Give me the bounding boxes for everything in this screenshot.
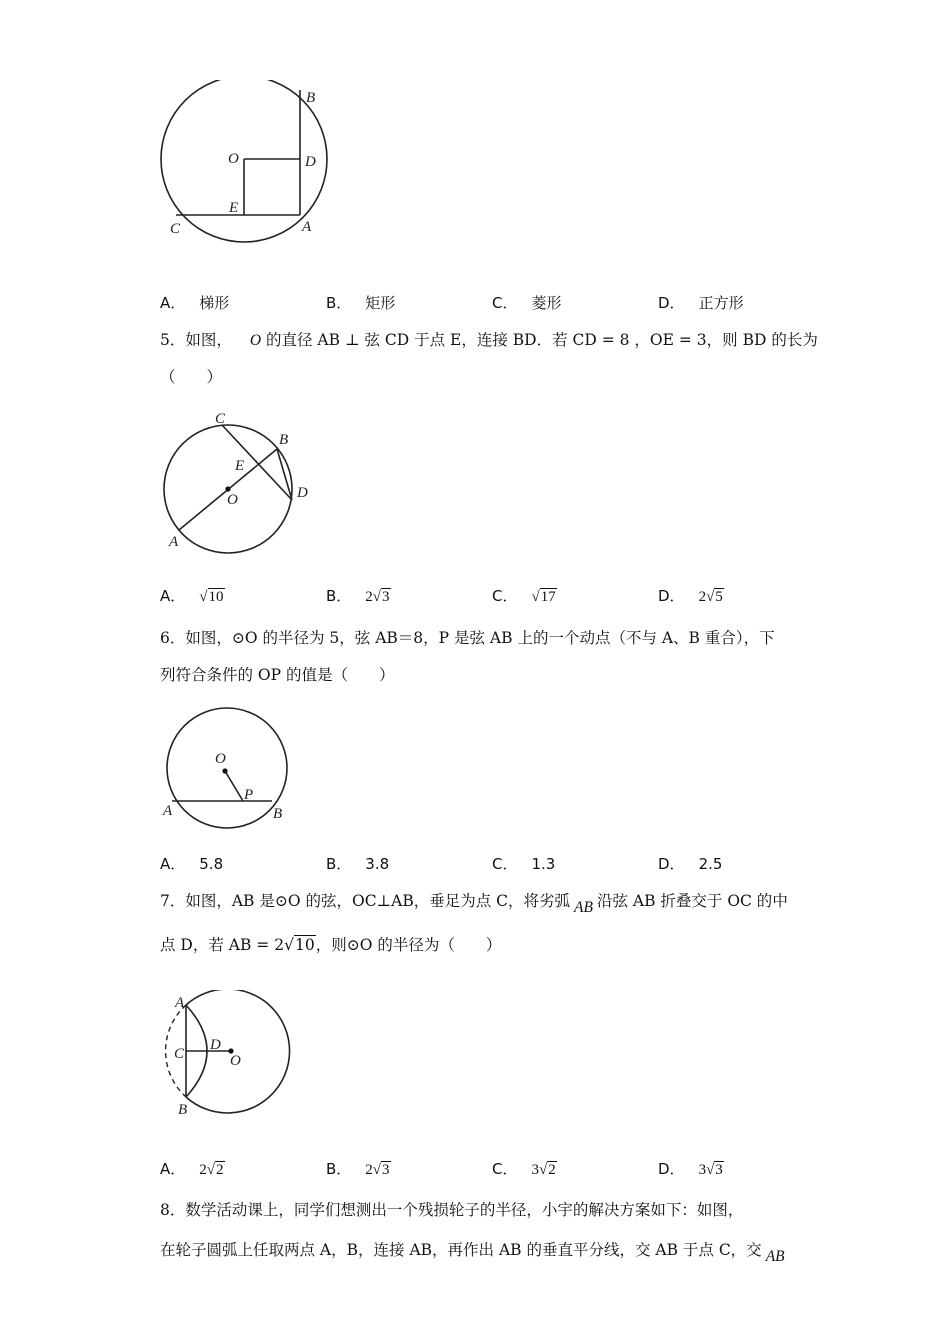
q5-option-d[interactable]: D． 2√5: [658, 587, 723, 605]
q4-label-e: E: [229, 200, 239, 216]
q5-question-line2: （ ）: [160, 368, 223, 386]
q7-label-c: C: [174, 1046, 185, 1062]
q6-segment-op: [225, 771, 243, 801]
q8-arc-ab: AB: [765, 1248, 785, 1265]
q7-option-c[interactable]: C． 3√2: [492, 1160, 556, 1178]
q6-figure: [160, 705, 300, 830]
q7-option-a[interactable]: A． 2√2: [160, 1160, 224, 1178]
q5-label-o: O: [227, 492, 238, 508]
q5-label-d: D: [297, 485, 308, 501]
q5-figure: [160, 405, 320, 555]
q6-question-line2: 列符合条件的 OP 的值是（ ）: [160, 666, 395, 684]
q4-figure: [150, 80, 340, 250]
q6-label-b: B: [273, 806, 283, 822]
q5-option-a[interactable]: A． √10: [160, 587, 224, 605]
q6-question-line1: 6．如图，⊙O 的半径为 5，弦 AB＝8，P 是弦 AB 上的一个动点（不与 A、B 重合），下: [160, 629, 775, 647]
q6-label-o: O: [215, 751, 226, 767]
q5-label-c: C: [215, 411, 226, 427]
q7-question-line2: 点 D，若 AB = 2√10，则⊙O 的半径为（ ）: [160, 936, 502, 954]
q6-option-c[interactable]: C． 1.3: [492, 855, 556, 873]
q4-label-c: C: [170, 221, 181, 237]
q6-option-d[interactable]: D． 2.5: [658, 855, 723, 873]
q4-option-b[interactable]: B． 矩形: [326, 294, 396, 312]
q6-circle: [167, 708, 287, 828]
q4-label-a: A: [302, 219, 312, 235]
q7-label-o: O: [230, 1053, 241, 1069]
q5-center-dot: [225, 486, 230, 491]
q8-question-line2: 在轮子圆弧上任取两点 A，B，连接 AB，再作出 AB 的垂直平分线，交 AB 于点 C，交 AB: [160, 1241, 785, 1265]
q7-label-d: D: [210, 1037, 221, 1053]
q5-label-a: A: [169, 534, 179, 550]
q7-option-b[interactable]: B． 2√3: [326, 1160, 390, 1178]
q7-label-b: B: [178, 1102, 188, 1118]
q4-option-c[interactable]: C． 菱形: [492, 294, 562, 312]
q7-label-a: A: [175, 995, 185, 1011]
q6-label-p: P: [244, 787, 254, 803]
q5-label-b: B: [279, 432, 289, 448]
q7-figure: [165, 990, 300, 1120]
q6-option-b[interactable]: B． 3.8: [326, 855, 390, 873]
q4-label-d: D: [305, 154, 316, 170]
q6-center-dot: [222, 768, 227, 773]
q5-option-b[interactable]: B． 2√3: [326, 587, 390, 605]
q7-question-line1: 7．如图，AB 是⊙O 的弦，OC⊥AB，垂足为点 C，将劣弧 AB 沿弦 AB 折叠交于 OC 的中: [160, 892, 788, 916]
q7-option-d[interactable]: D． 3√3: [658, 1160, 723, 1178]
q4-option-a[interactable]: A． 梯形: [160, 294, 230, 312]
q4-label-o: O: [228, 151, 239, 167]
q7-arc-ab: AB: [574, 899, 593, 916]
q4-label-b: B: [306, 90, 316, 106]
q4-option-d[interactable]: D． 正方形: [658, 294, 744, 312]
q5-label-e: E: [235, 458, 245, 474]
q6-label-a: A: [163, 803, 173, 819]
q5-question-line1: 5．如图， O 的直径 AB ⊥ 弦 CD 于点 E，连接 BD．若 CD = 8 ，OE = 3，则 BD 的长为: [160, 331, 818, 349]
q5-option-c[interactable]: C． √17: [492, 587, 556, 605]
q6-option-a[interactable]: A． 5.8: [160, 855, 224, 873]
q8-question-line1: 8．数学活动课上，同学们想测出一个残损轮子的半径，小宇的解决方案如下：如图，: [160, 1201, 744, 1219]
